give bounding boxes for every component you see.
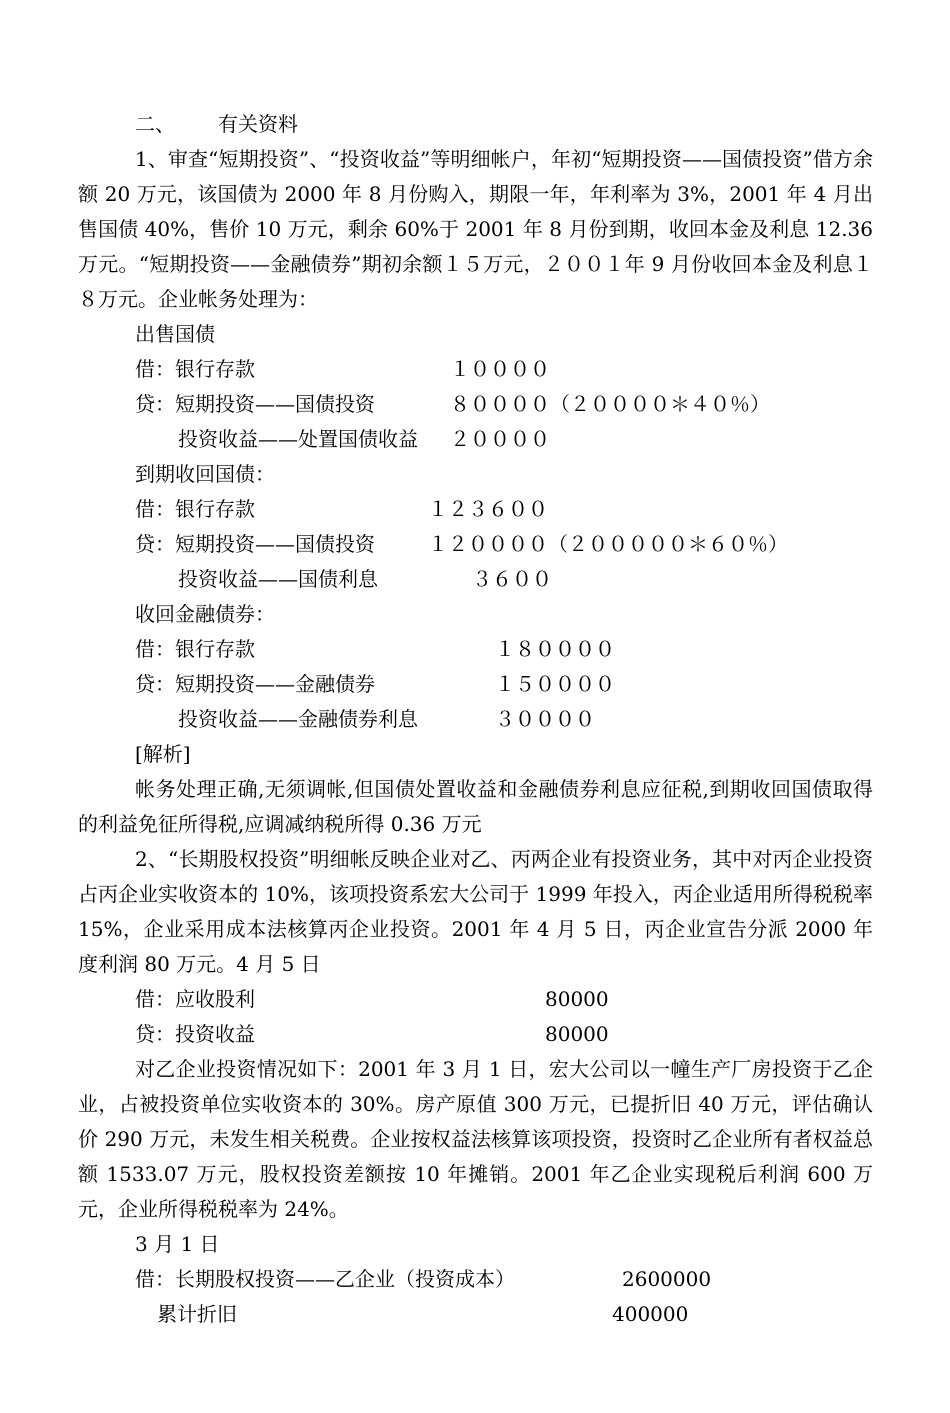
item2-debit3-amount: 400000 [612, 1302, 689, 1326]
maturity-heading: 到期收回国债： [135, 462, 275, 486]
item2-debit2-amount: 2600000 [622, 1267, 712, 1291]
bond-debit-amount: １８００００ [495, 637, 615, 661]
sale-credit2-label: 投资收益——处置国债收益 [178, 427, 418, 451]
bond-credit-amount: １５００００ [495, 672, 615, 696]
maturity-debit-label: 借：银行存款 [135, 497, 255, 521]
sale-credit2-amount: ２００００ [450, 427, 550, 451]
item1-paragraph: 1、审查“短期投资”、“投资收益”等明细帐户，年初“短期投资——国债投资”借方余额 20 万元，该国债为 2000 年 8 月份购入，期限一年，年利率为 3%，2001 年 4 月出售国债 40%，售价 10 万元，剩余 60%于 2001 年 8 月份到期，收回本金及利息 12.36 万元。“短期投资——金融债券”期初余额１５万元，２００１年 9 月份收回本金及利息１８万元。企业帐务处理为： [78, 147, 873, 311]
item2-paragraph: 2、“长期股权投资”明细帐反映企业对乙、丙两企业有投资业务，其中对丙企业投资占丙企业实收资本的 10%，该项投资系宏大公司于 1999 年投入，丙企业适用所得税税率 15%，企业采用成本法核算丙企业投资。2001 年 4 月 5 日，丙企业宣告分派 2000 年度利润 80 万元。4 月 5 日 [78, 847, 873, 976]
item2-credit-label: 贷：投资收益 [135, 1022, 255, 1046]
section-title: 有关资料 [218, 112, 298, 136]
bond-credit2-amount: ３００００ [495, 707, 595, 731]
bond-credit-label: 贷：短期投资——金融债券 [135, 672, 375, 696]
item2-debit-amount: 80000 [545, 987, 609, 1011]
item2-debit-label: 借：应收股利 [135, 987, 255, 1011]
sale-credit-amount: ８００００（２００００＊４０％） [450, 392, 770, 416]
sale-debit-label: 借：银行存款 [135, 357, 255, 381]
sale-heading: 出售国债 [135, 322, 215, 346]
bond-credit2-label: 投资收益——金融债券利息 [178, 707, 418, 731]
maturity-debit-amount: １２３６００ [428, 497, 548, 521]
maturity-credit2-label: 投资收益——国债利息 [178, 567, 378, 591]
item2-date: 3 月 1 日 [135, 1232, 220, 1256]
analysis-label: [解析] [135, 742, 191, 766]
item2-paragraph2: 对乙企业投资情况如下：2001 年 3 月 1 日，宏大公司以一幢生产厂房投资于乙企业，占被投资单位实收资本的 30%。房产原值 300 万元，已提折旧 40 万元，评估确认价 290 万元，未发生相关税费。企业按权益法核算该项投资，投资时乙企业所有者权益总额 1533.07 万元，股权投资差额按 10 年摊销。2001 年乙企业实现税后利润 600 万元，企业所得税税率为 24%。 [78, 1057, 873, 1221]
analysis-text: 帐务处理正确,无须调帐,但国债处置收益和金融债券利息应征税,到期收回国债取得的利益免征所得税,应调减纳税所得 0.36 万元 [78, 777, 873, 836]
item2-credit-amount: 80000 [545, 1022, 609, 1046]
sale-credit-label: 贷：短期投资——国债投资 [135, 392, 375, 416]
maturity-credit-amount: １２００００（２０００００＊６０％） [428, 532, 788, 556]
maturity-credit-label: 贷：短期投资——国债投资 [135, 532, 375, 556]
section-number: 二、 [135, 112, 175, 136]
bond-heading: 收回金融债券： [135, 602, 275, 626]
bond-debit-label: 借：银行存款 [135, 637, 255, 661]
maturity-credit2-amount: ３６００ [472, 567, 552, 591]
item2-debit2-label: 借：长期股权投资——乙企业（投资成本） [135, 1267, 515, 1291]
sale-debit-amount: １００００ [450, 357, 550, 381]
item2-debit3-label: 累计折旧 [157, 1302, 237, 1326]
